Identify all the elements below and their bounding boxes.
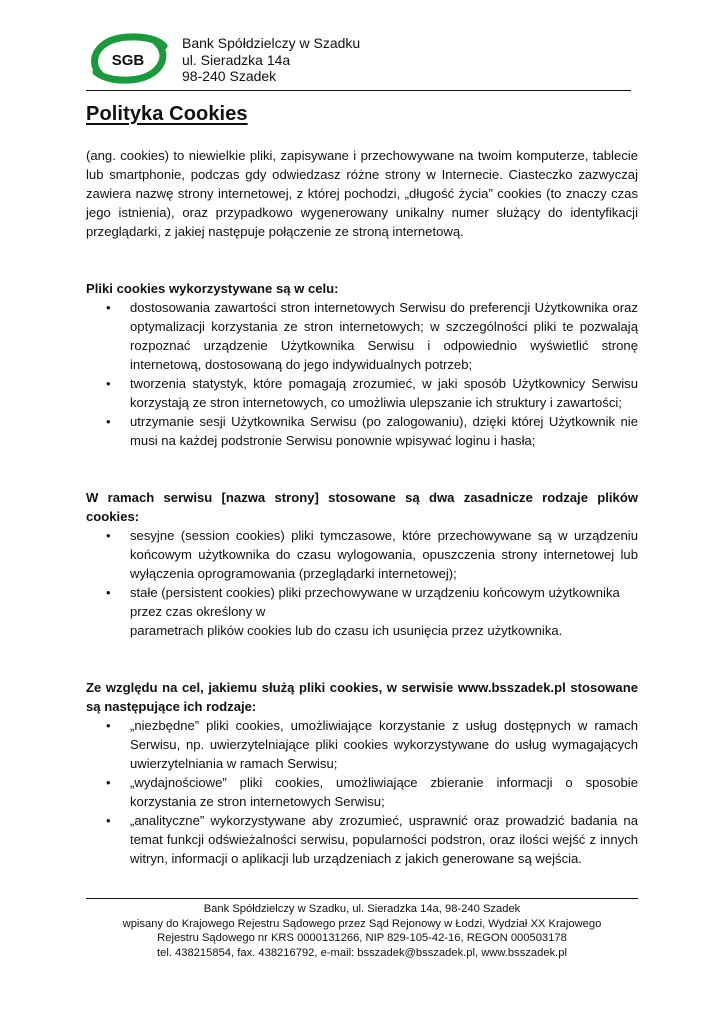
page-title: Polityka Cookies bbox=[86, 103, 248, 125]
list-item-continuation: parametrach plików cookies lub do czasu ich usunięcia przez użytkownika. bbox=[130, 623, 563, 638]
logo-text: SGB bbox=[111, 52, 145, 69]
list-item: • dostosowania zawartości stron internetowych Serwisu do preferencji Użytkownika oraz optymalizacji korzystania ze stron internetowych; w szczególności pliki te pozwalają rozpoznać urządzenie Użytkownika Serwisu i odpowiednio wyświetlić stronę internetową, dostosowaną do jego indywidualnych potrzeb; bbox=[106, 300, 638, 372]
list-item: • sesyjne (session cookies) pliki tymczasowe, które przechowywane są w urządzeniu końcowym użytkownika do czasu wylogowania, opuszczenia strony internetowej lub wyłączenia oprogramowania (przeglądarki internetowej); bbox=[106, 528, 638, 581]
document-header bbox=[86, 28, 638, 90]
bullet-icon: • bbox=[106, 775, 111, 790]
bullet-icon: • bbox=[106, 813, 111, 828]
bank-street: ul. Sieradzka 14a bbox=[182, 51, 291, 68]
list-item: • stałe (persistent cookies) pliki przechowywane w urządzeniu końcowym użytkownika przez czas określony w parametrach plików cookies lub do czasu ich usunięcia przez użytkownika. bbox=[86, 583, 638, 640]
list-item: • tworzenia statystyk, które pomagają zrozumieć, w jaki sposób Użytkownicy Serwisu korzystają ze stron internetowych, co umożliwia ulepszanie ich struktury i zawartości; bbox=[106, 376, 638, 410]
bullet-list bbox=[86, 298, 638, 450]
footer-line: Rejestru Sądowego nr KRS 0000131266, NIP 829-105-42-16, REGON 000503178 bbox=[157, 932, 567, 944]
section-categories bbox=[86, 678, 638, 868]
section-heading: W ramach serwisu [nazwa strony] stosowane są dwa zasadnicze rodzaje plików cookies: bbox=[86, 490, 638, 524]
bullet-list bbox=[86, 526, 638, 640]
footer-line: wpisany do Krajowego Rejestru Sądowego przez Sąd Rejonowy w Łodzi, Wydział XX Krajowego bbox=[122, 917, 602, 930]
footer-line: Bank Spółdzielczy w Szadku, ul. Sieradzka 14a, 98-240 Szadek bbox=[203, 903, 521, 915]
section-heading: Ze względu na cel, jakiemu służą pliki cookies, w serwisie www.bsszadek.pl stosowane są następujące ich rodzaje: bbox=[86, 680, 638, 714]
bank-name: Bank Spółdzielczy w Szadku bbox=[182, 35, 361, 51]
footer-line: tel. 438215854, fax. 438216792, e-mail: bsszadek@bsszadek.pl, www.bsszadek.pl bbox=[157, 946, 567, 959]
list-item: • „niezbędne” pliki cookies, umożliwiające korzystanie z usług dostępnych w ramach Serwisu, np. uwierzytelniające pliki cookies wykorzystywane do usług wymagających uwierzytelniania w ramach Serwisu; bbox=[106, 718, 638, 771]
document-footer bbox=[86, 902, 638, 960]
footer-divider bbox=[86, 898, 638, 899]
bullet-icon: • bbox=[106, 414, 111, 429]
document-body bbox=[86, 146, 638, 906]
sgb-logo bbox=[86, 32, 170, 84]
list-item: • „analityczne” wykorzystywane aby zrozumieć, usprawnić oraz prowadzić badania na temat funkcji odświeżalności serwisu, popularności podstron, oraz ilości wejść z innych witryn, informacji o aplikacji lub urządzeniach z jakich generowane są wejścia. bbox=[106, 813, 638, 866]
list-item: • utrzymanie sesji Użytkownika Serwisu (po zalogowaniu), dzięki której Użytkownik nie musi na każdej podstronie Serwisu ponownie wpisywać loginu i hasła; bbox=[106, 414, 638, 448]
header-divider bbox=[86, 90, 631, 91]
bullet-list bbox=[86, 716, 638, 868]
intro-paragraph: (ang. cookies) to niewielkie pliki, zapisywane i przechowywane na twoim komputerze, tablecie lub smartphonie, podczas gdy odwiedzasz różne strony w Internecie. Ciasteczko zazwyczaj zawiera nazwę strony internetowej, z której pochodzi, „długość życia” cookies (to znaczy czas jego istnienia), oraz przypadkowo wygenerowany unikalny numer służący do identyfikacji przeglądarki, z jakiej następuje połączenie ze stroną internetową. bbox=[86, 148, 638, 239]
bullet-icon: • bbox=[106, 718, 111, 733]
bullet-icon: • bbox=[106, 300, 111, 315]
bullet-icon: • bbox=[106, 528, 111, 543]
bank-city: 98-240 Szadek bbox=[182, 68, 277, 84]
section-types bbox=[86, 488, 638, 640]
list-item: • „wydajnościowe” pliki cookies, umożliwiające zbieranie informacji o sposobie korzystania ze stron internetowych Serwisu; bbox=[106, 775, 638, 809]
bullet-icon: • bbox=[106, 376, 111, 391]
section-purposes bbox=[86, 279, 638, 450]
section-heading: Pliki cookies wykorzystywane są w celu: bbox=[86, 281, 339, 296]
bank-info bbox=[182, 35, 360, 85]
bullet-icon: • bbox=[106, 585, 111, 600]
